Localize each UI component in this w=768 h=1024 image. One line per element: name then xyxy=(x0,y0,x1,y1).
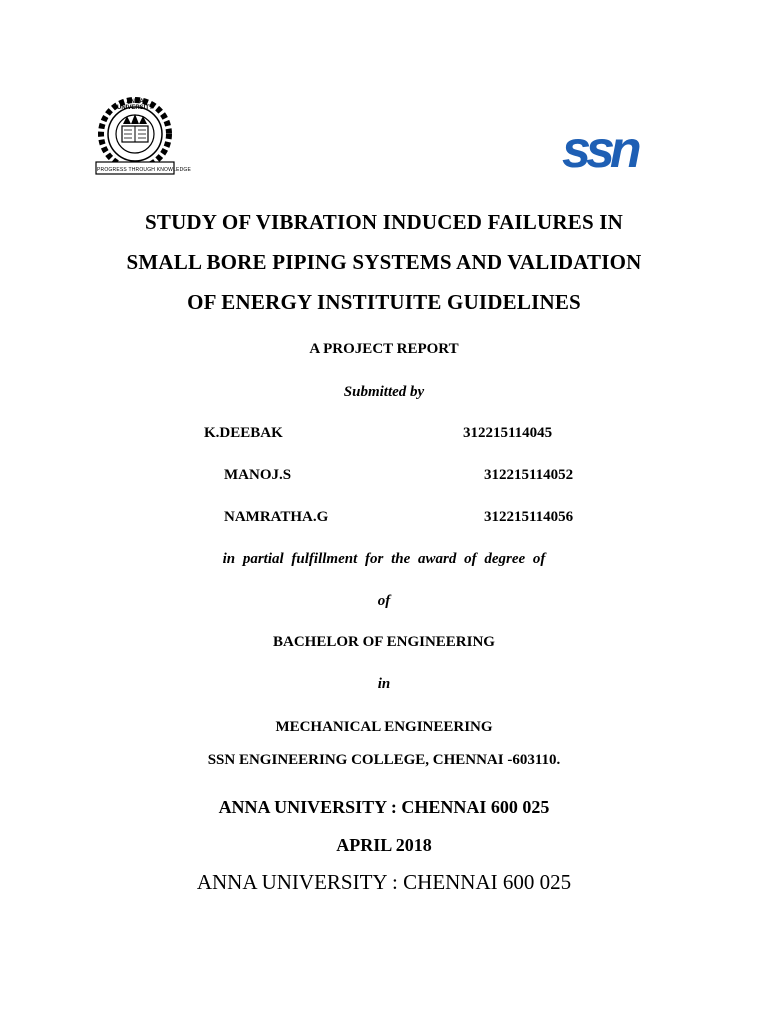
of-text: of xyxy=(377,593,391,609)
submitted-by: Submitted by xyxy=(343,384,425,400)
student-id-2: 312215114052 xyxy=(484,467,574,483)
degree: BACHELOR OF ENGINEERING xyxy=(273,634,495,650)
date: APRIL 2018 xyxy=(336,835,432,855)
emblem-ring-text: ANNA UNIVERSITY xyxy=(116,99,153,111)
student-name-2: MANOJ.S xyxy=(224,467,292,483)
university-line-1: ANNA UNIVERSITY : CHENNAI 600 025 xyxy=(218,797,550,817)
student-name-3: NAMRATHA.G xyxy=(224,509,329,525)
fulfillment-text: in partial fulfillment for the award of degree of xyxy=(222,551,546,567)
title-line-1: STUDY OF VIBRATION INDUCED FAILURES IN xyxy=(144,210,624,234)
report-type: A PROJECT REPORT xyxy=(309,341,459,357)
student-name-1: K.DEEBAK xyxy=(204,425,283,441)
title-line-3: OF ENERGY INSTITUITE GUIDELINES xyxy=(187,290,581,314)
ssn-logo-text: ssn xyxy=(562,121,637,179)
student-id-3: 312215114056 xyxy=(484,509,574,525)
student-id-1: 312215114045 xyxy=(463,425,553,441)
title-line-2: SMALL BORE PIPING SYSTEMS AND VALIDATION xyxy=(126,250,642,274)
in-text: in xyxy=(377,676,391,692)
university-line-2: ANNA UNIVERSITY : CHENNAI 600 025 xyxy=(196,870,572,894)
ssn-logo-icon xyxy=(562,121,662,179)
college: SSN ENGINEERING COLLEGE, CHENNAI -603110. xyxy=(207,752,561,768)
department: MECHANICAL ENGINEERING xyxy=(275,719,493,735)
emblem-motto: PROGRESS THROUGH KNOWLEDGE xyxy=(97,167,192,173)
